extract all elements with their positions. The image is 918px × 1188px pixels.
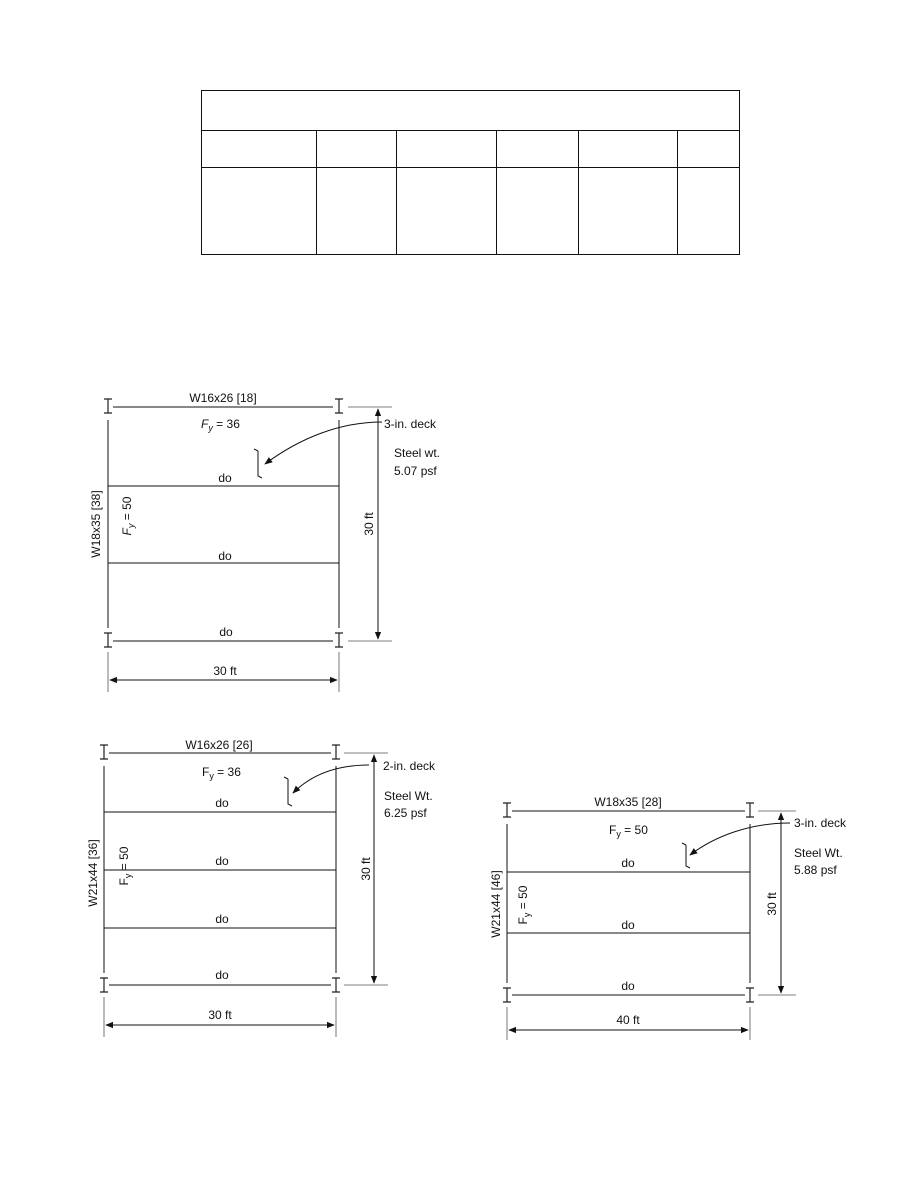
ditto-label: do — [218, 471, 232, 485]
i-section-icon — [104, 633, 112, 647]
i-section-icon — [746, 988, 754, 1002]
deck-leader-arrow — [265, 422, 382, 464]
deck-span-icon — [284, 777, 292, 806]
steel-weight-value: 5.07 psf — [394, 464, 437, 478]
top-girder-label: W16x26 [26] — [185, 738, 253, 752]
steel-weight-value: 5.88 psf — [794, 863, 837, 877]
framing-plan-2 — [86, 738, 436, 1037]
i-section-icon — [100, 745, 108, 759]
ditto-label: do — [219, 625, 233, 639]
ditto-label: do — [621, 979, 635, 993]
column-label: W21x44 [36] — [86, 839, 100, 907]
ditto-label: do — [621, 918, 635, 932]
depth-dimension-label: 30 ft — [362, 512, 376, 536]
steel-weight-label: Steel Wt. — [384, 789, 433, 803]
column-yield-label: $F_y = 50$ — [120, 496, 136, 536]
ditto-label: do — [218, 549, 232, 563]
girder-yield-label: $F_y = 36$ — [201, 417, 240, 433]
i-section-icon — [503, 988, 511, 1002]
girder-yield-label: $F_y = 36$ — [202, 765, 241, 781]
deck-label: 3-in. deck — [794, 816, 847, 830]
steel-weight-label: Steel wt. — [394, 446, 441, 460]
steel-weight-value: 6.25 psf — [384, 806, 427, 820]
i-section-icon — [100, 978, 108, 992]
i-section-icon — [332, 745, 340, 759]
i-section-icon — [335, 399, 343, 413]
deck-span-icon — [682, 843, 690, 868]
i-section-icon — [503, 803, 511, 817]
column-yield-label: $F_y = 50$ — [516, 885, 532, 925]
deck-label: 2-in. deck — [383, 759, 436, 773]
i-section-icon — [332, 978, 340, 992]
girder-yield-label: $F_y = 50$ — [609, 823, 648, 839]
width-dimension-label: 30 ft — [208, 1008, 232, 1022]
top-girder-label: W16x26 [18] — [189, 391, 257, 405]
width-dimension-label: 30 ft — [213, 664, 237, 678]
i-section-icon — [104, 399, 112, 413]
framing-plan-1 — [89, 391, 440, 692]
ditto-label: do — [621, 856, 635, 870]
ditto-label: do — [215, 796, 229, 810]
deck-label: 3-in. deck — [384, 417, 437, 431]
top-girder-label: W18x35 [28] — [594, 795, 662, 809]
width-dimension-label: 40 ft — [616, 1013, 640, 1027]
ditto-label: do — [215, 854, 229, 868]
ditto-label: do — [215, 968, 229, 982]
ditto-label: do — [215, 912, 229, 926]
steel-weight-label: Steel Wt. — [794, 846, 843, 860]
column-yield-label: $F_y = 50$ — [117, 846, 133, 886]
column-label: W18x35 [38] — [89, 490, 103, 558]
deck-leader-arrow — [293, 765, 369, 793]
deck-leader-arrow — [690, 823, 790, 855]
deck-span-icon — [254, 449, 262, 478]
depth-dimension-label: 30 ft — [359, 857, 373, 881]
i-section-icon — [335, 633, 343, 647]
depth-dimension-label: 30 ft — [765, 892, 779, 916]
framing-plan-3 — [489, 795, 847, 1040]
i-section-icon — [746, 803, 754, 817]
column-label: W21x44 [46] — [489, 870, 503, 938]
